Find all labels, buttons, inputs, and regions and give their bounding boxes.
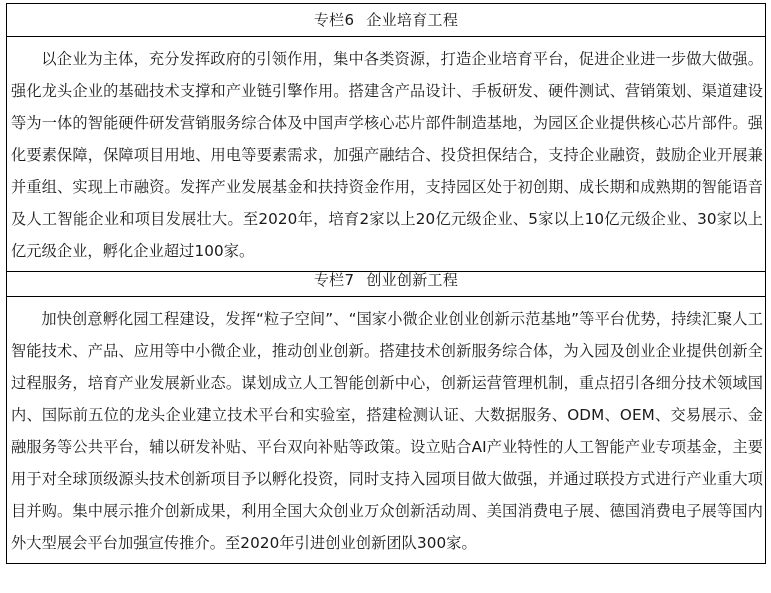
- column-number: 专栏7: [313, 271, 355, 289]
- column-heading: 企业培育工程: [366, 11, 459, 29]
- column-body-text: 加快创意孵化园工程建设，发挥“粒子空间”、“国家小微企业创业创新示范基地”等平台优势，持续汇聚人工智能技术、产品、应用等中小微企业，推动创业创新。搭建技术创新服务综合体，为入园及创业企业提供创新全过程服务，培育产业发展新业态。谋划成立人工智能创新中心，创新运营管理机制，重点招引各细分技术领域国内、国际前五位的龙头企业建立技术平台和实验室，搭建检测认证、大数据服务、ODM、OEM、交易展示、金融服务等公共平台，辅以研发补贴、平台双向补贴等政策。设立贴合AI产业特性的人工智能产业专项基金，主要用于对全球顶级源头技术创新项目予以孵化投资，同时支持入园项目做大做强，并通过联投方式进行产业重大项目并购。集中展示推介创新成果，利用全国大众创业万众创新活动周、美国消费电子展、德国消费电子展等国内外大型展会平台加强宣传推介。至2020年引进创业创新团队300家。: [11, 310, 763, 552]
- column-title: [7, 264, 765, 297]
- column-title: [7, 4, 765, 37]
- column-body-text: 以企业为主体，充分发挥政府的引领作用，集中各类资源，打造企业培育平台，促进企业进一步做大做强。强化龙头企业的基础技术支撑和产业链引擎作用。搭建含产品设计、手板研发、硬件测试、营销策划、渠道建设等为一体的智能硬件研发营销服务综合体及中国声学核心芯片部件制造基地，为园区企业提供核心芯片部件。强化要素保障，保障项目用地、用电等要素需求，加强产融结合、投贷担保结合，支持企业融资，鼓励企业开展兼并重组、实现上市融资。发挥产业发展基金和扶持资金作用，支持园区处于初创期、成长期和成熟期的智能语音及人工智能企业和项目发展壮大。至2020年，培育2家以上20亿元级企业、5家以上10亿元级企业、30家以上亿元级企业，孵化企业超过100家。: [11, 50, 763, 260]
- column-heading: 创业创新工程: [366, 271, 459, 289]
- column-box-enterprise-cultivation: [6, 3, 766, 272]
- column-number: 专栏6: [313, 11, 355, 29]
- column-box-entrepreneurship-innovation: [6, 264, 766, 564]
